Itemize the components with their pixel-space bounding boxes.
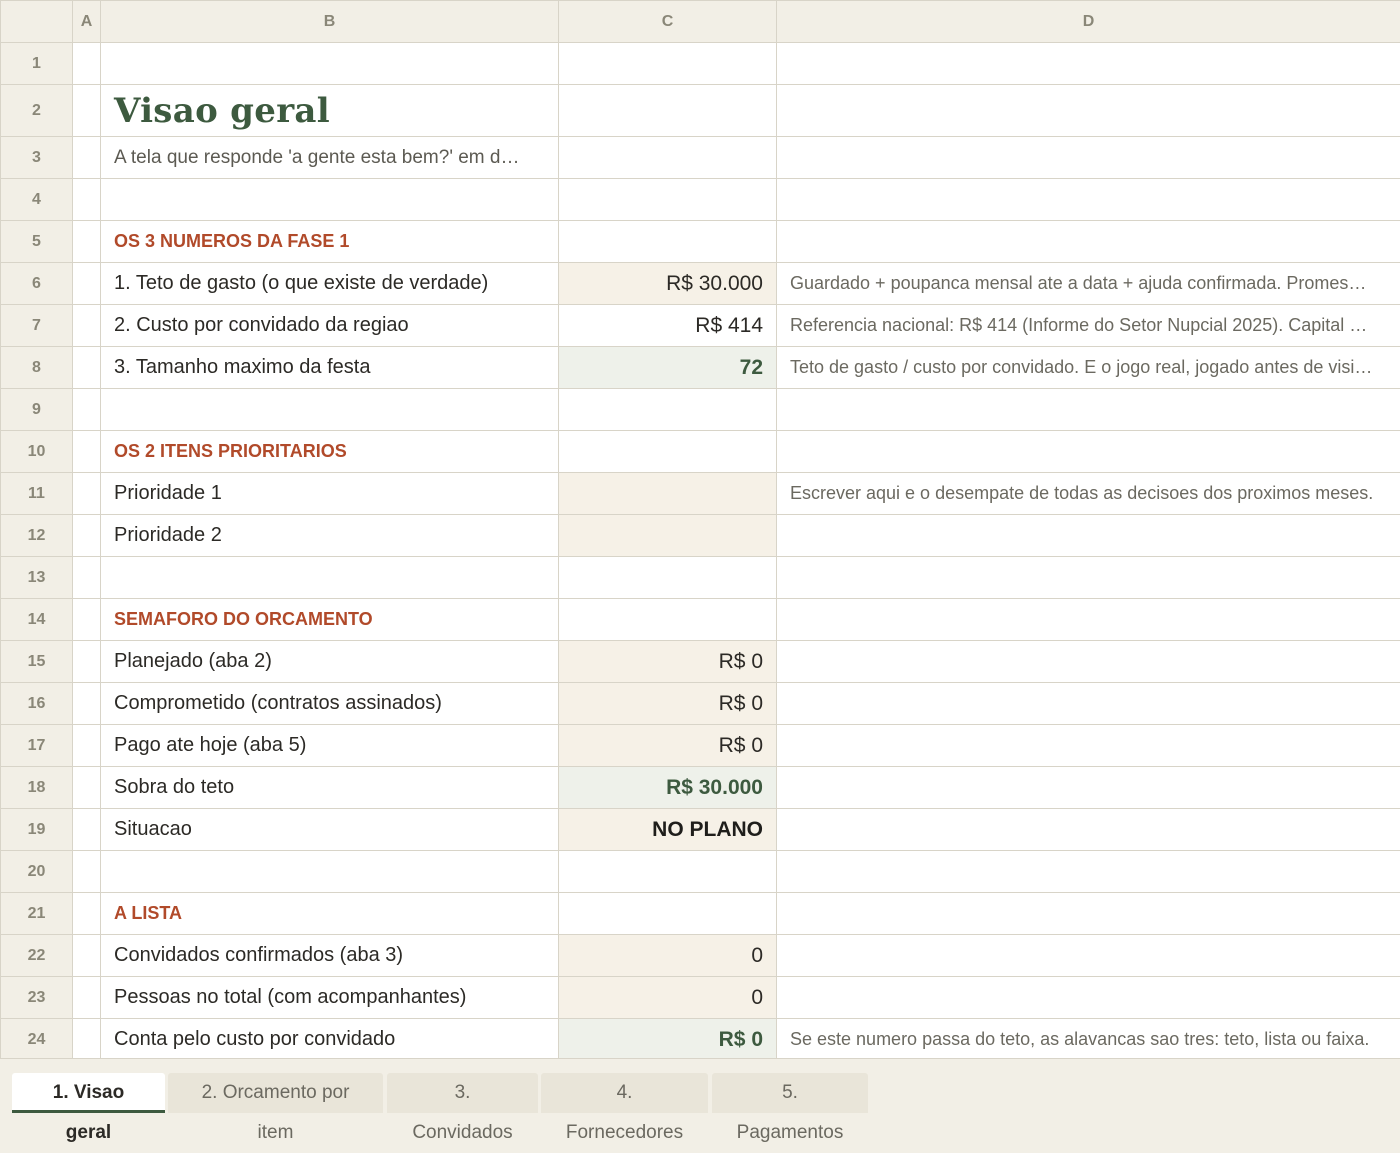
row-number[interactable]: 9 [1, 389, 73, 431]
cell-d[interactable] [777, 599, 1400, 641]
cell-c[interactable] [559, 137, 777, 179]
row-number[interactable]: 17 [1, 725, 73, 767]
cell-b[interactable]: Situacao [101, 809, 559, 851]
cell-d[interactable] [777, 43, 1400, 85]
row-number[interactable]: 24 [1, 1019, 73, 1061]
calculated-cell[interactable]: 0 [559, 935, 777, 977]
row-number[interactable]: 10 [1, 431, 73, 473]
cell-d[interactable] [777, 767, 1400, 809]
cell-b[interactable]: 1. Teto de gasto (o que existe de verdade) [101, 263, 559, 305]
cell-b[interactable]: Pago ate hoje (aba 5) [101, 725, 559, 767]
tab-convidados[interactable]: 3. Convidados [387, 1073, 538, 1113]
cell-d[interactable] [777, 641, 1400, 683]
cell-d[interactable] [777, 179, 1400, 221]
calculated-cell[interactable]: 0 [559, 977, 777, 1019]
cell-c[interactable] [559, 431, 777, 473]
cell-a[interactable] [73, 935, 101, 977]
calculated-cell[interactable]: R$ 30.000 [559, 767, 777, 809]
cell-b[interactable]: Pessoas no total (com acompanhantes) [101, 977, 559, 1019]
tab-visao-geral[interactable]: 1. Visao geral [12, 1073, 165, 1113]
cell-a[interactable] [73, 515, 101, 557]
cell-b[interactable]: Comprometido (contratos assinados) [101, 683, 559, 725]
row-number[interactable]: 2 [1, 85, 73, 137]
column-header-c[interactable]: C [559, 1, 777, 43]
cell-d[interactable] [777, 221, 1400, 263]
calculated-cell[interactable]: R$ 0 [559, 1019, 777, 1061]
note-cell[interactable]: Se este numero passa do teto, as alavancas sao tres: teto, lista ou faixa. [777, 1019, 1400, 1061]
cell-a[interactable] [73, 851, 101, 893]
cell-d[interactable] [777, 557, 1400, 599]
input-cell[interactable] [559, 515, 777, 557]
cell-a[interactable] [73, 389, 101, 431]
row-number[interactable]: 18 [1, 767, 73, 809]
cell-a[interactable] [73, 767, 101, 809]
cell-b[interactable]: Planejado (aba 2) [101, 641, 559, 683]
cell-a[interactable] [73, 347, 101, 389]
cell-a[interactable] [73, 221, 101, 263]
row-number[interactable]: 8 [1, 347, 73, 389]
cell-a[interactable] [73, 85, 101, 137]
row-number[interactable]: 5 [1, 221, 73, 263]
cell-a[interactable] [73, 725, 101, 767]
row-number[interactable]: 11 [1, 473, 73, 515]
row-number[interactable]: 13 [1, 557, 73, 599]
sheet-tab-bar [0, 1058, 1400, 1127]
cell-c[interactable] [559, 599, 777, 641]
cell-d[interactable] [777, 893, 1400, 935]
row-number[interactable]: 12 [1, 515, 73, 557]
cell-a[interactable] [73, 263, 101, 305]
cell-b[interactable]: Prioridade 2 [101, 515, 559, 557]
row-number[interactable]: 4 [1, 179, 73, 221]
cell-a[interactable] [73, 809, 101, 851]
note-cell[interactable]: Teto de gasto / custo por convidado. E o jogo real, jogado antes de visi… [777, 347, 1400, 389]
cell-d[interactable] [777, 935, 1400, 977]
row-number[interactable]: 7 [1, 305, 73, 347]
row-number[interactable]: 1 [1, 43, 73, 85]
cell-d[interactable] [777, 515, 1400, 557]
column-header-a[interactable]: A [73, 1, 101, 43]
cell-a[interactable] [73, 893, 101, 935]
cell-c[interactable] [559, 179, 777, 221]
cell-a[interactable] [73, 599, 101, 641]
cell-c[interactable] [559, 557, 777, 599]
cell-d[interactable] [777, 137, 1400, 179]
cell-c[interactable] [559, 893, 777, 935]
row-number[interactable]: 16 [1, 683, 73, 725]
row-number[interactable]: 22 [1, 935, 73, 977]
cell-d[interactable] [777, 977, 1400, 1019]
cell-d[interactable] [777, 809, 1400, 851]
column-header-b[interactable]: B [101, 1, 559, 43]
cell-b[interactable] [101, 179, 559, 221]
tab-fornecedores[interactable]: 4. Fornecedores [541, 1073, 708, 1113]
row-number[interactable]: 21 [1, 893, 73, 935]
cell-b[interactable] [101, 43, 559, 85]
cell-a[interactable] [73, 305, 101, 347]
calculated-cell[interactable]: R$ 0 [559, 683, 777, 725]
cell-b[interactable] [101, 851, 559, 893]
section-heading[interactable]: A LISTA [101, 893, 559, 935]
cell-c[interactable] [559, 85, 777, 137]
calculated-cell[interactable]: 72 [559, 347, 777, 389]
note-cell[interactable]: Guardado + poupanca mensal ate a data + ajuda confirmada. Promes… [777, 263, 1400, 305]
cell-a[interactable] [73, 557, 101, 599]
input-cell[interactable] [559, 473, 777, 515]
note-cell[interactable]: Escrever aqui e o desempate de todas as decisoes dos proximos meses. [777, 473, 1400, 515]
cell-a[interactable] [73, 977, 101, 1019]
cell-c[interactable] [559, 221, 777, 263]
row-number[interactable]: 14 [1, 599, 73, 641]
cell-b[interactable]: 2. Custo por convidado da regiao [101, 305, 559, 347]
cell-a[interactable] [73, 179, 101, 221]
cell-d[interactable] [777, 85, 1400, 137]
cell-d[interactable] [777, 851, 1400, 893]
tab-pagamentos[interactable]: 5. Pagamentos [712, 1073, 868, 1113]
note-cell[interactable]: Referencia nacional: R$ 414 (Informe do Setor Nupcial 2025). Capital … [777, 305, 1400, 347]
status-cell[interactable]: NO PLANO [559, 809, 777, 851]
cell-a[interactable] [73, 137, 101, 179]
row-number[interactable]: 23 [1, 977, 73, 1019]
column-header-row [1, 1, 1400, 43]
cell-b[interactable]: Convidados confirmados (aba 3) [101, 935, 559, 977]
row-number[interactable]: 19 [1, 809, 73, 851]
cell-d[interactable] [777, 683, 1400, 725]
cell-c[interactable] [559, 851, 777, 893]
section-heading[interactable]: SEMAFORO DO ORCAMENTO [101, 599, 559, 641]
cell-b[interactable]: Prioridade 1 [101, 473, 559, 515]
calculated-cell[interactable]: R$ 0 [559, 725, 777, 767]
cell-c[interactable] [559, 389, 777, 431]
page-title[interactable]: Visao geral [101, 85, 559, 137]
cell-a[interactable] [73, 431, 101, 473]
cell-b[interactable]: Sobra do teto [101, 767, 559, 809]
column-header-d[interactable]: D [777, 1, 1400, 43]
page-subtitle[interactable]: A tela que responde 'a gente esta bem?' em d… [101, 137, 559, 179]
row-number[interactable]: 3 [1, 137, 73, 179]
cell-a[interactable] [73, 473, 101, 515]
cell-b[interactable]: Conta pelo custo por convidado [101, 1019, 559, 1061]
calculated-cell[interactable]: R$ 0 [559, 641, 777, 683]
input-cell[interactable]: R$ 414 [559, 305, 777, 347]
section-heading[interactable]: OS 3 NUMEROS DA FASE 1 [101, 221, 559, 263]
cell-b[interactable] [101, 557, 559, 599]
tab-orcamento-por-item[interactable]: 2. Orcamento por item [168, 1073, 383, 1113]
cell-c[interactable] [559, 43, 777, 85]
section-heading[interactable]: OS 2 ITENS PRIORITARIOS [101, 431, 559, 473]
cell-a[interactable] [73, 641, 101, 683]
cell-a[interactable] [73, 683, 101, 725]
row-number[interactable]: 20 [1, 851, 73, 893]
corner-cell[interactable] [1, 1, 73, 43]
cell-a[interactable] [73, 43, 101, 85]
cell-d[interactable] [777, 725, 1400, 767]
cell-d[interactable] [777, 431, 1400, 473]
cell-b[interactable] [101, 389, 559, 431]
cell-d[interactable] [777, 389, 1400, 431]
cell-a[interactable] [73, 1019, 101, 1061]
row-number[interactable]: 6 [1, 263, 73, 305]
cell-b[interactable]: 3. Tamanho maximo da festa [101, 347, 559, 389]
row-number[interactable]: 15 [1, 641, 73, 683]
input-cell[interactable]: R$ 30.000 [559, 263, 777, 305]
